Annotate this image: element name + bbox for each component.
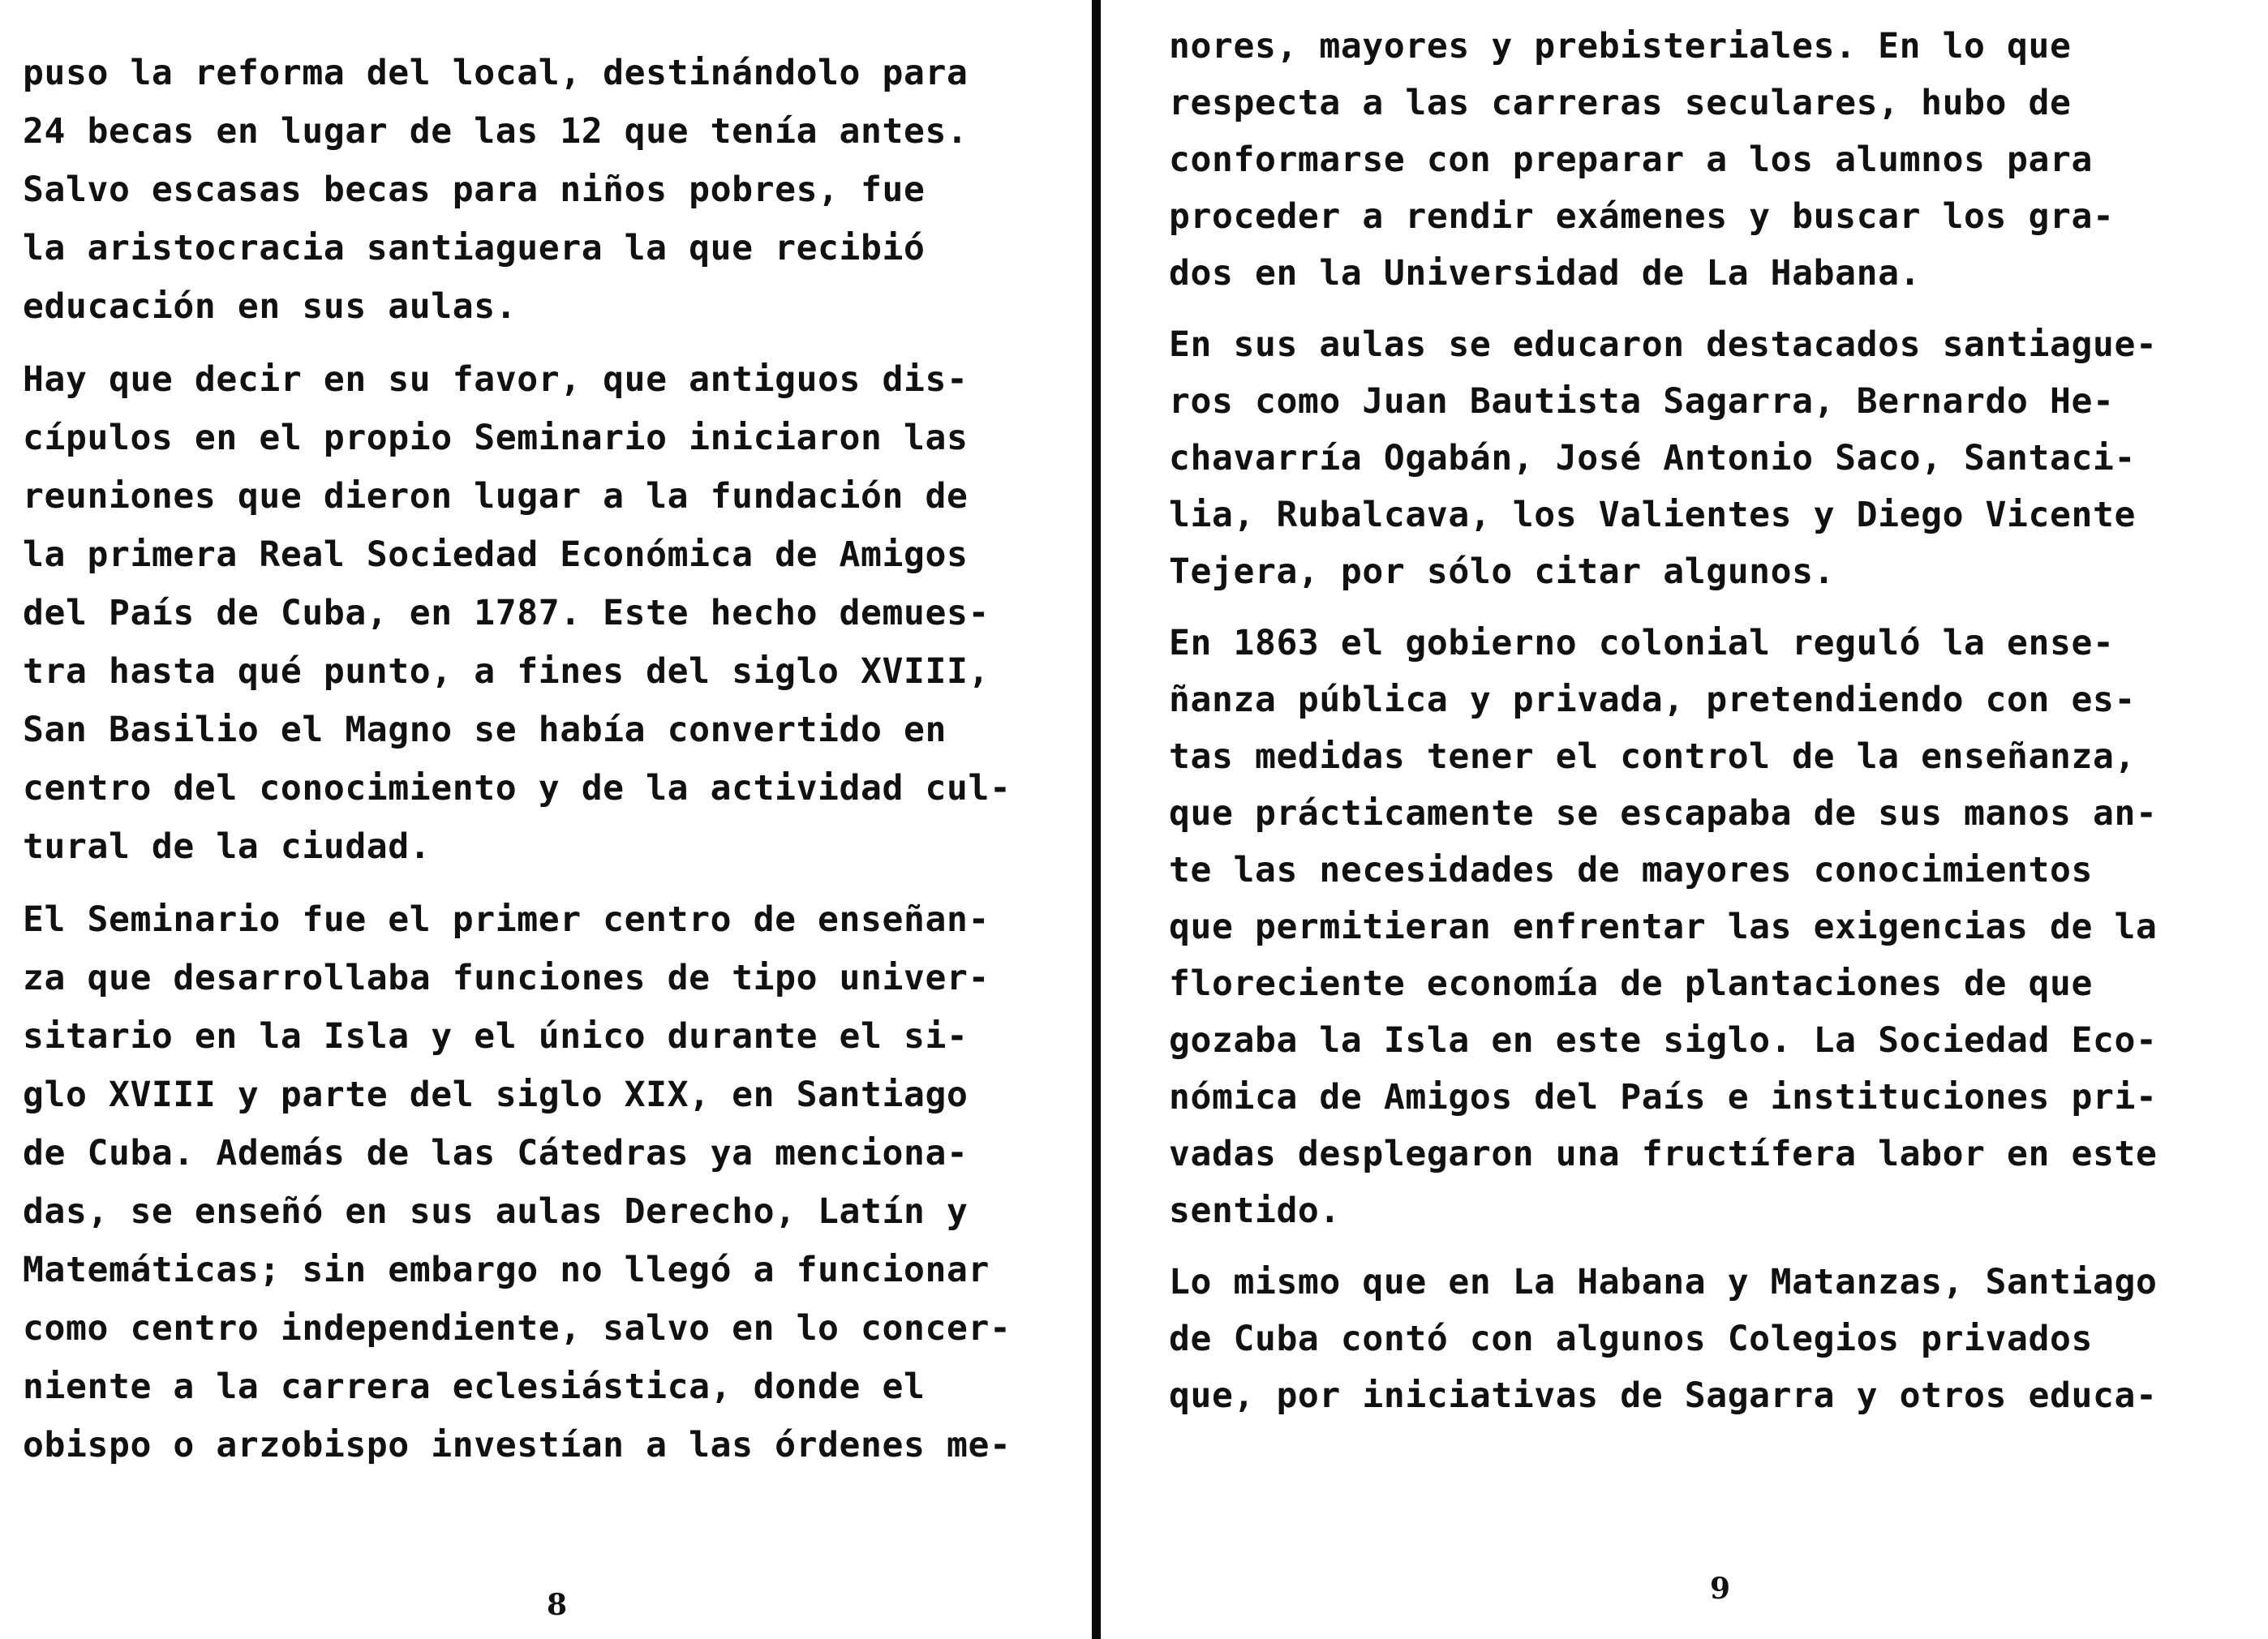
text-line: de Cuba contó con algunos Colegios privados xyxy=(1169,1319,2093,1359)
book-gutter xyxy=(1092,0,1101,1639)
text-line: la primera Real Sociedad Económica de Amigos xyxy=(23,534,969,575)
text-line: glo XVIII y parte del siglo XIX, en Santiago xyxy=(23,1075,969,1115)
text-line: das, se enseñó en sus aulas Derecho, Latín y xyxy=(23,1191,969,1232)
paragraph xyxy=(1169,316,2268,600)
text-line: centro del conocimiento y de la actividad cul- xyxy=(23,768,1012,809)
paragraph xyxy=(1169,1254,2268,1424)
text-line: Tejera, por sólo citar algunos. xyxy=(1169,551,1836,592)
text-line: Hay que decir en su favor, que antiguos dis- xyxy=(23,359,969,400)
right-page xyxy=(1140,0,2268,1639)
left-page-text xyxy=(23,44,1095,1474)
text-line: sentido. xyxy=(1169,1191,1341,1231)
text-line: tural de la ciudad. xyxy=(23,826,432,867)
text-line: chavarría Ogabán, José Antonio Saco, Santaci- xyxy=(1169,438,2136,478)
left-page-number: 8 xyxy=(547,1588,568,1622)
text-line: Salvo escasas becas para niños pobres, fue xyxy=(23,169,926,210)
text-line: la aristocracia santiaguera la que recibió xyxy=(23,228,926,268)
paragraph xyxy=(23,350,1095,876)
text-line: ñanza pública y privada, pretendiendo con es- xyxy=(1169,680,2136,720)
text-line: San Basilio el Magno se había convertido en xyxy=(23,710,947,750)
text-line: te las necesidades de mayores conocimientos xyxy=(1169,850,2093,890)
paragraph xyxy=(1169,18,2268,302)
text-line: niente a la carrera eclesiástica, donde el xyxy=(23,1367,926,1407)
text-line: Lo mismo que en La Habana y Matanzas, Santiago xyxy=(1169,1262,2158,1302)
text-line: conformarse con preparar a los alumnos para xyxy=(1169,139,2093,180)
text-line: ros como Juan Bautista Sagarra, Bernardo He- xyxy=(1169,381,2115,422)
text-line: obispo o arzobispo investían a las órdenes me- xyxy=(23,1425,1012,1465)
text-line: como centro independiente, salvo en lo concer- xyxy=(23,1308,1012,1349)
text-line: nores, mayores y prebisteriales. En lo que xyxy=(1169,26,2072,67)
text-line: del País de Cuba, en 1787. Este hecho demues- xyxy=(23,593,990,633)
text-line: nómica de Amigos del País e instituciones pri- xyxy=(1169,1077,2158,1118)
text-line: En sus aulas se educaron destacados santiague- xyxy=(1169,324,2158,365)
paragraph xyxy=(23,890,1095,1474)
paragraph xyxy=(23,44,1095,336)
text-line: El Seminario fue el primer centro de enseñan- xyxy=(23,899,990,940)
text-line: vadas desplegaron una fructífera labor en este xyxy=(1169,1134,2158,1174)
text-line: tas medidas tener el control de la enseñanza, xyxy=(1169,736,2136,777)
text-line: que, por iniciativas de Sagarra y otros educa- xyxy=(1169,1375,2158,1416)
right-page-number: 9 xyxy=(1710,1572,1731,1606)
text-line: cípulos en el propio Seminario iniciaron las xyxy=(23,418,969,458)
text-line: que prácticamente se escapaba de sus manos an- xyxy=(1169,793,2158,834)
text-line: lia, Rubalcava, los Valientes y Diego Vicente xyxy=(1169,495,2136,535)
text-line: Matemáticas; sin embargo no llegó a funcionar xyxy=(23,1250,990,1290)
text-line: puso la reforma del local, destinándolo para xyxy=(23,53,969,93)
text-line: tra hasta qué punto, a fines del siglo XVIII, xyxy=(23,651,990,692)
left-page xyxy=(0,0,1095,1639)
text-line: 24 becas en lugar de las 12 que tenía antes. xyxy=(23,111,969,152)
text-line: de Cuba. Además de las Cátedras ya menciona- xyxy=(23,1133,969,1173)
text-line: reuniones que dieron lugar a la fundación de xyxy=(23,476,969,517)
text-line: que permitieran enfrentar las exigencias de la xyxy=(1169,907,2158,947)
text-line: za que desarrollaba funciones de tipo univer- xyxy=(23,958,990,998)
right-page-text xyxy=(1169,18,2268,1424)
text-line: dos en la Universidad de La Habana. xyxy=(1169,253,1922,294)
text-line: En 1863 el gobierno colonial reguló la ense- xyxy=(1169,623,2115,663)
text-line: respecta a las carreras seculares, hubo de xyxy=(1169,83,2072,123)
text-line: floreciente economía de plantaciones de que xyxy=(1169,963,2093,1004)
paragraph xyxy=(1169,615,2268,1239)
text-line: proceder a rendir exámenes y buscar los gra- xyxy=(1169,196,2115,237)
text-line: educación en sus aulas. xyxy=(23,286,518,327)
text-line: gozaba la Isla en este siglo. La Sociedad Eco- xyxy=(1169,1020,2158,1061)
text-line: sitario en la Isla y el único durante el si- xyxy=(23,1016,969,1057)
